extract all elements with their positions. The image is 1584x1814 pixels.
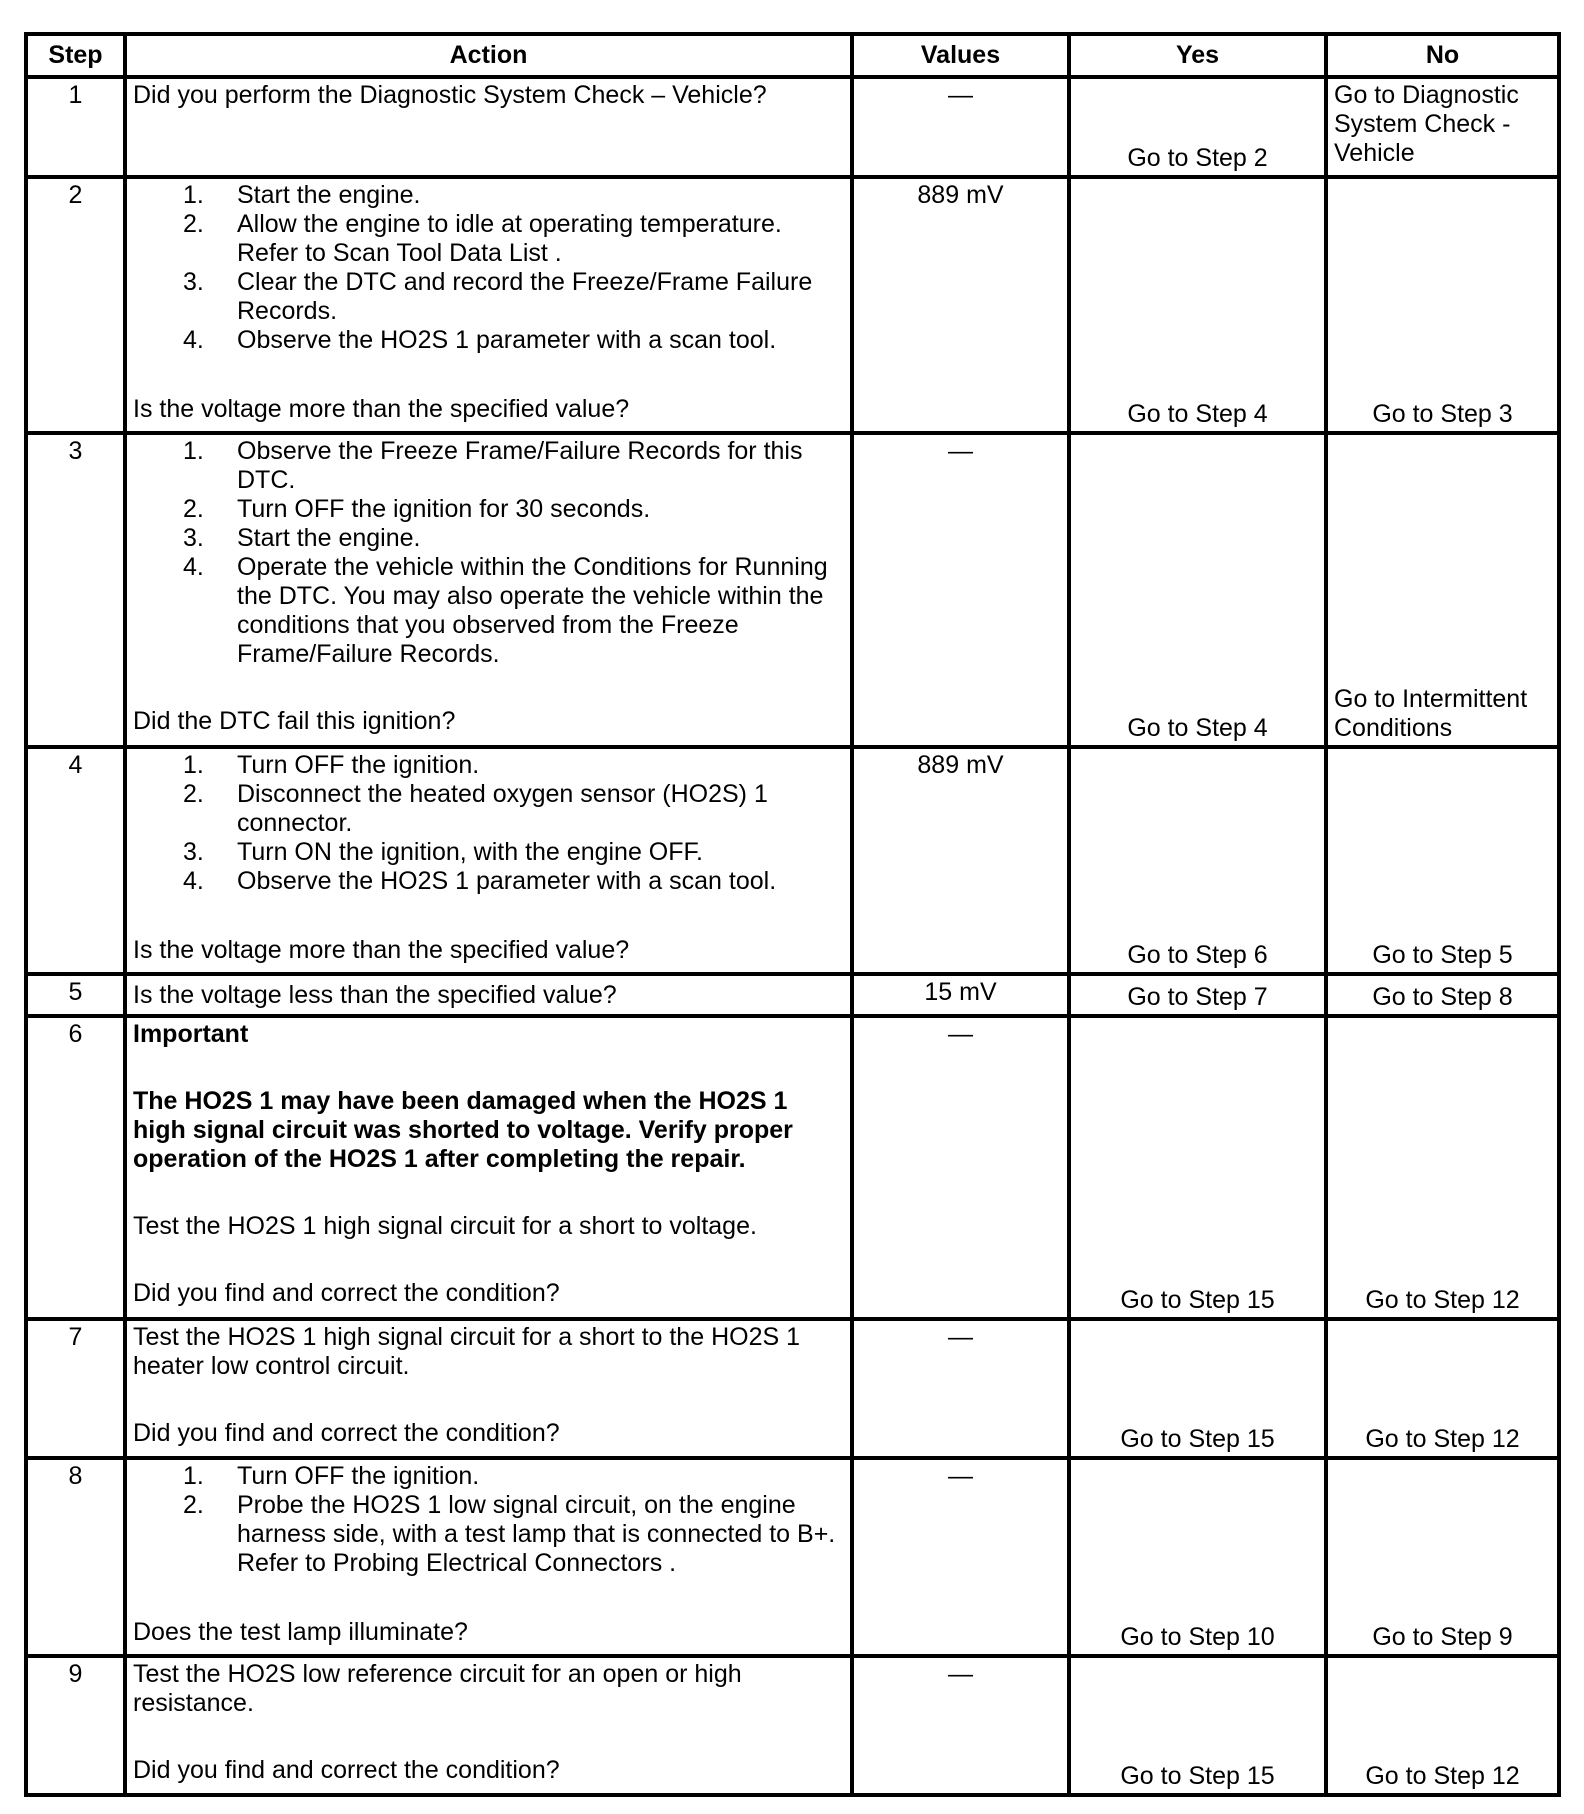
yes-link[interactable]: Go to Step 7 <box>1127 983 1268 1011</box>
action-cell <box>125 177 852 433</box>
procedure-item <box>133 326 844 355</box>
action-cell <box>125 747 852 974</box>
header-values: Values <box>852 34 1069 77</box>
no-link[interactable]: Go to Step 5 <box>1372 941 1513 969</box>
action-question: Did you find and correct the condition? <box>133 1756 560 1784</box>
yes-link[interactable]: Go to Step 4 <box>1127 400 1268 428</box>
yes-link[interactable]: Go to Step 6 <box>1127 941 1268 969</box>
item-text: Observe the HO2S 1 parameter with a scan tool. <box>237 867 777 895</box>
procedure-list <box>133 751 844 896</box>
item-text: Turn ON the ignition, with the engine OFF. <box>237 838 703 866</box>
header-no: No <box>1326 34 1559 77</box>
item-text: Allow the engine to idle at operating temperature. Refer to Scan Tool Data List . <box>237 210 782 267</box>
item-number: 4. <box>183 326 204 354</box>
no-cell <box>1326 433 1559 747</box>
procedure-item <box>133 1491 844 1578</box>
item-text: Start the engine. <box>237 524 421 552</box>
table-row <box>26 77 1559 177</box>
item-text: Turn OFF the ignition. <box>237 751 480 779</box>
table-row <box>26 1656 1559 1795</box>
no-link[interactable]: Go to Step 12 <box>1365 1425 1520 1453</box>
table-row <box>26 1458 1559 1656</box>
yes-link[interactable]: Go to Step 2 <box>1127 144 1268 172</box>
value-cell: — <box>852 1319 1069 1458</box>
no-cell <box>1326 177 1559 433</box>
action-question: Did the DTC fail this ignition? <box>133 707 456 735</box>
yes-link[interactable]: Go to Step 15 <box>1120 1762 1275 1790</box>
yes-link[interactable]: Go to Step 10 <box>1120 1623 1275 1651</box>
procedure-item <box>133 437 844 495</box>
table-row <box>26 974 1559 1016</box>
action-instruction: Test the HO2S low reference circuit for an open or high resistance. <box>133 1660 742 1717</box>
item-number: 3. <box>183 524 204 552</box>
procedure-item <box>133 268 844 326</box>
action-cell <box>125 1656 852 1795</box>
action-instruction: Test the HO2S 1 high signal circuit for a short to voltage. <box>133 1212 757 1240</box>
action-question: Does the test lamp illuminate? <box>133 1618 468 1646</box>
value-cell: 889 mV <box>852 747 1069 974</box>
step-number: 6 <box>26 1016 125 1319</box>
action-cell <box>125 77 852 177</box>
no-link[interactable]: Go to Intermittent Conditions <box>1334 685 1528 742</box>
item-number: 2. <box>183 1491 204 1519</box>
step-number: 4 <box>26 747 125 974</box>
action-question: Did you perform the Diagnostic System Check – Vehicle? <box>133 81 767 109</box>
action-cell <box>125 433 852 747</box>
item-number: 2. <box>183 495 204 523</box>
item-number: 2. <box>183 780 204 808</box>
step-number: 3 <box>26 433 125 747</box>
item-number: 3. <box>183 838 204 866</box>
table-row <box>26 747 1559 974</box>
important-text: The HO2S 1 may have been damaged when the HO2S 1 high signal circuit was shorted to voltage. Verify proper operation of the HO2S 1 after completing the repair. <box>133 1087 793 1173</box>
item-text: Turn OFF the ignition. <box>237 1462 480 1490</box>
item-text: Start the engine. <box>237 181 421 209</box>
table-row <box>26 1016 1559 1319</box>
action-question: Is the voltage more than the specified value? <box>133 936 630 964</box>
step-number: 1 <box>26 77 125 177</box>
action-question: Is the voltage more than the specified value? <box>133 395 630 423</box>
yes-cell <box>1069 177 1326 433</box>
item-text: Observe the Freeze Frame/Failure Records for this DTC. <box>237 437 803 494</box>
step-number: 8 <box>26 1458 125 1656</box>
step-number: 2 <box>26 177 125 433</box>
item-number: 1. <box>183 1462 204 1490</box>
step-number: 9 <box>26 1656 125 1795</box>
header-step: Step <box>26 34 125 77</box>
procedure-list <box>133 181 844 355</box>
yes-cell <box>1069 433 1326 747</box>
procedure-item <box>133 210 844 268</box>
step-number: 5 <box>26 974 125 1016</box>
item-number: 3. <box>183 268 204 296</box>
action-cell <box>125 1458 852 1656</box>
procedure-item <box>133 867 844 896</box>
diagnostic-table <box>24 32 1561 1797</box>
no-cell <box>1326 77 1559 177</box>
yes-cell <box>1069 1458 1326 1656</box>
item-text: Operate the vehicle within the Conditions for Running the DTC. You may also operate the vehicle within the conditions that you observed from the Freeze Frame/Failure Records. <box>237 553 828 668</box>
table-row <box>26 177 1559 433</box>
value-cell: — <box>852 1016 1069 1319</box>
value-cell: — <box>852 77 1069 177</box>
action-cell <box>125 1016 852 1319</box>
procedure-item <box>133 495 844 524</box>
no-cell <box>1326 974 1559 1016</box>
no-cell <box>1326 1319 1559 1458</box>
item-number: 1. <box>183 181 204 209</box>
table-row <box>26 433 1559 747</box>
procedure-item <box>133 524 844 553</box>
item-text: Turn OFF the ignition for 30 seconds. <box>237 495 651 523</box>
no-link[interactable]: Go to Step 9 <box>1372 1623 1513 1651</box>
procedure-list <box>133 1462 844 1578</box>
action-question: Did you find and correct the condition? <box>133 1279 560 1307</box>
item-text: Disconnect the heated oxygen sensor (HO2S) 1 connector. <box>237 780 768 837</box>
yes-link[interactable]: Go to Step 4 <box>1127 714 1268 742</box>
action-cell <box>125 1319 852 1458</box>
yes-link[interactable]: Go to Step 15 <box>1120 1286 1275 1314</box>
item-number: 1. <box>183 437 204 465</box>
procedure-item <box>133 1462 844 1491</box>
item-number: 4. <box>183 867 204 895</box>
header-action: Action <box>125 34 852 77</box>
value-cell: 15 mV <box>852 974 1069 1016</box>
no-link[interactable]: Go to Step 8 <box>1372 983 1513 1011</box>
yes-cell <box>1069 1656 1326 1795</box>
no-cell <box>1326 1458 1559 1656</box>
no-cell <box>1326 1016 1559 1319</box>
action-instruction: Test the HO2S 1 high signal circuit for a short to the HO2S 1 heater low control circuit. <box>133 1323 800 1380</box>
header-yes: Yes <box>1069 34 1326 77</box>
procedure-item <box>133 780 844 838</box>
value-cell: — <box>852 433 1069 747</box>
item-text: Probe the HO2S 1 low signal circuit, on the engine harness side, with a test lamp that is connected to B+. Refer to Probing Electrical Connectors . <box>237 1491 836 1577</box>
yes-link[interactable]: Go to Step 15 <box>1120 1425 1275 1453</box>
no-link[interactable]: Go to Step 3 <box>1372 400 1513 428</box>
value-cell: — <box>852 1458 1069 1656</box>
no-link[interactable]: Go to Diagnostic System Check - Vehicle <box>1334 81 1519 167</box>
item-number: 1. <box>183 751 204 779</box>
item-number: 4. <box>183 553 204 581</box>
no-cell <box>1326 747 1559 974</box>
action-question: Is the voltage less than the specified value? <box>133 980 617 1009</box>
important-title: Important <box>133 1020 249 1048</box>
yes-cell <box>1069 1319 1326 1458</box>
item-text: Clear the DTC and record the Freeze/Frame Failure Records. <box>237 268 813 325</box>
value-cell: — <box>852 1656 1069 1795</box>
action-cell <box>125 974 852 1016</box>
item-number: 2. <box>183 210 204 238</box>
yes-cell <box>1069 974 1326 1016</box>
procedure-item <box>133 751 844 780</box>
procedure-item <box>133 181 844 210</box>
yes-cell <box>1069 747 1326 974</box>
yes-cell <box>1069 77 1326 177</box>
value-cell: 889 mV <box>852 177 1069 433</box>
action-question: Did you find and correct the condition? <box>133 1419 560 1447</box>
no-link[interactable]: Go to Step 12 <box>1365 1286 1520 1314</box>
header-row <box>26 34 1559 77</box>
no-cell <box>1326 1656 1559 1795</box>
procedure-item <box>133 838 844 867</box>
yes-cell <box>1069 1016 1326 1319</box>
procedure-list <box>133 437 844 669</box>
step-number: 7 <box>26 1319 125 1458</box>
procedure-item <box>133 553 844 669</box>
item-text: Observe the HO2S 1 parameter with a scan tool. <box>237 326 777 354</box>
no-link[interactable]: Go to Step 12 <box>1365 1762 1520 1790</box>
table-row <box>26 1319 1559 1458</box>
